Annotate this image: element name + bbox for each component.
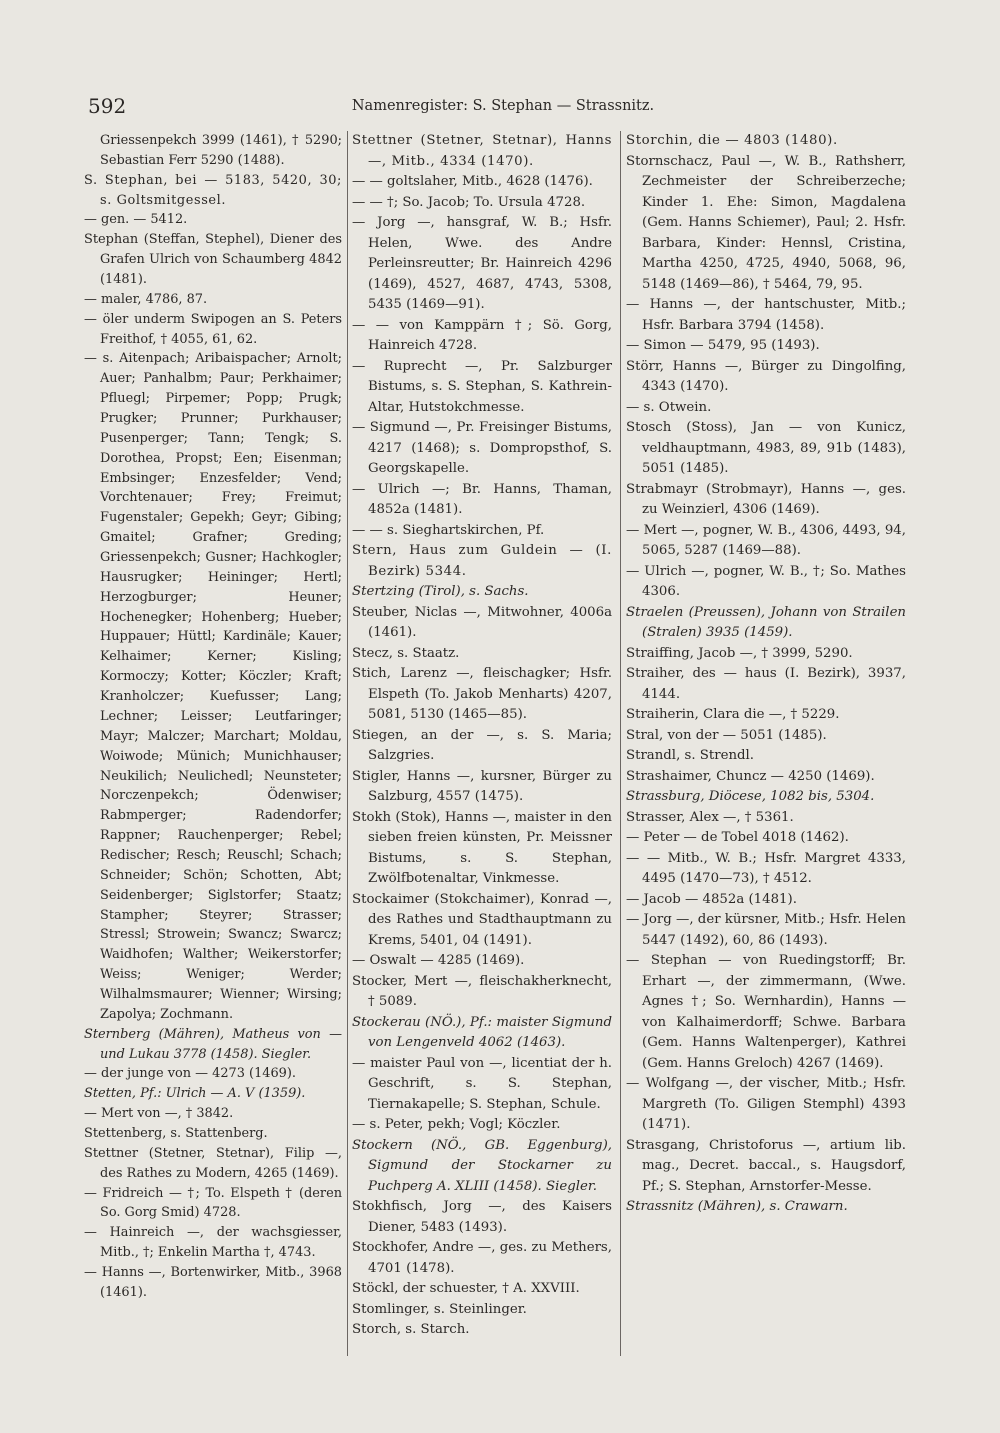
- register-entry: Stigler, Hanns —, kursner, Bürger zu Salzburg, 4557 (1475).: [352, 768, 617, 804]
- register-entry: Stockaimer (Stokchaimer), Konrad —, des Rathes und Stadthauptmann zu Krems, 5401, 04 (1491).: [352, 891, 617, 948]
- register-entry: — — Mitb., W. B.; Hsfr. Margret 4333, 4495 (1470—73), † 4512.: [626, 850, 911, 886]
- register-entry: — — von Kamppärn †; Sö. Gorg, Hainreich 4728.: [352, 317, 617, 353]
- register-entry: — Hanns —, Bortenwirker, Mitb., 3968 (1461).: [84, 1264, 347, 1300]
- register-entry: Straiher, des — haus (I. Bezirk), 3937, 4144.: [626, 666, 911, 702]
- register-entry: Stöckl, der schuester, † A. XXVIII.: [352, 1281, 580, 1296]
- register-entry: Stecz, s. Staatz.: [352, 645, 460, 661]
- register-entry: Stocker, Mert —, fleischakherknecht, † 5089.: [352, 973, 617, 1009]
- register-entry: Störr, Hanns —, Bürger zu Dingolfing, 4343 (1470).: [626, 358, 911, 394]
- column-1: [84, 131, 347, 1303]
- register-entry: Storch, s. Starch.: [352, 1322, 470, 1337]
- register-entry: — Jorg —, der kürsner, Mitb.; Hsfr. Helen 5447 (1492), 60, 86 (1493).: [626, 912, 911, 948]
- register-entry: — s. Otwein.: [626, 399, 712, 415]
- register-entry: — Peter — de Tobel 4018 (1462).: [626, 830, 849, 845]
- register-entry: Stokhfisch, Jorg —, des Kaisers Diener, 5483 (1493).: [352, 1199, 617, 1235]
- register-entry: — s. Peter, pekh; Vogl; Köczler.: [352, 1117, 561, 1132]
- register-entry: — Oswalt — 4285 (1469).: [352, 953, 525, 968]
- register-entry: — Hanns —, der hantschuster, Mitb.; Hsfr. Barbara 3794 (1458).: [626, 297, 911, 333]
- register-entry: — Hainreich —, der wachsgiesser, Mitb., †; Enkelin Martha †, 4743.: [84, 1225, 347, 1261]
- register-entry: Stettner (Stetner, Stetnar), Hanns —, Mitb., 4334 (1470).: [352, 133, 617, 169]
- register-entry: — Sigmund —, Pr. Freisinger Bistums, 4217 (1468); s. Dompropsthof, S. Georgskapelle.: [352, 420, 617, 476]
- register-entry: — maler, 4786, 87.: [84, 291, 208, 307]
- register-entry: — Mert von —, † 3842.: [84, 1106, 234, 1122]
- register-entry: Straiffing, Jacob —, † 3999, 5290.: [626, 645, 853, 661]
- register-entry: — Jorg —, hansgraf, W. B.; Hsfr. Helen, Wwe. des Andre Perleinsreutter; Br. Hainreich 4296 (1469), 4527, 4687, 4743, 5308, 5435 (1469—91).: [352, 215, 617, 312]
- register-entry: Straiherin, Clara die —, † 5229.: [626, 707, 840, 722]
- column-divider: [620, 131, 621, 1356]
- register-entry: Stosch (Stoss), Jan — von Kunicz, veldhauptmann, 4983, 89, 91b (1483), 5051 (1485).: [626, 420, 911, 476]
- register-entry: — gen. — 5412.: [84, 212, 188, 228]
- register-entry: — öler underm Swipogen an S. Peters Freithof, † 4055, 61, 62.: [84, 311, 347, 347]
- register-entry: Strasgang, Christoforus —, artium lib. mag., Decret. baccal., s. Haugsdorf, Pf.; S. Stephan, Arnstorfer-Messe.: [626, 1137, 911, 1194]
- register-entry: — Wolfgang —, der vischer, Mitb.; Hsfr. Margreth (To. Giligen Stemphl) 4393 (1471).: [626, 1076, 911, 1132]
- register-entry: Stertzing (Tirol), s. Sachs.: [352, 584, 529, 599]
- column-3: [626, 131, 911, 1218]
- register-entry: — Ruprecht —, Pr. Salzburger Bistums, s. S. Stephan, S. Kathrein-Altar, Hutstokchmesse.: [352, 358, 617, 415]
- column-divider: [347, 131, 348, 1356]
- register-entry: Stockhofer, Andre —, ges. zu Methers, 4701 (1478).: [352, 1240, 617, 1276]
- register-entry: Strandl, s. Strendl.: [626, 748, 755, 763]
- column-2: [352, 131, 617, 1341]
- register-columns: [84, 131, 920, 1361]
- register-entry: Stettenberg, s. Stattenberg.: [84, 1125, 268, 1141]
- register-entry: — Jacob — 4852a (1481).: [626, 891, 797, 907]
- register-entry: Stettner (Stetner, Stetnar), Filip —, des Rathes zu Modern, 4265 (1469).: [84, 1145, 347, 1181]
- page-number: 592: [88, 94, 127, 118]
- register-entry: — Simon — 5479, 95 (1493).: [626, 338, 820, 353]
- register-entry: Stomlinger, s. Steinlinger.: [352, 1301, 527, 1317]
- register-entry: Strassnitz (Mähren), s. Crawarn.: [626, 1199, 848, 1214]
- register-entry: — — s. Sieghartskirchen, Pf.: [352, 522, 545, 538]
- register-entry: Stich, Larenz —, fleischagker; Hsfr. Elspeth (To. Jakob Menharts) 4207, 5081, 5130 (1465—85).: [352, 666, 617, 722]
- register-entry: Stetten, Pf.: Ulrich — A. V (1359).: [84, 1086, 306, 1102]
- register-entry: Stiegen, an der —, s. S. Maria; Salzgries.: [352, 727, 617, 763]
- register-entry: Stockerau (NÖ.), Pf.: maister Sigmund von Lengenveld 4062 (1463).: [352, 1014, 617, 1050]
- register-entry: Steuber, Niclas —, Mitwohner, 4006a (1461).: [352, 604, 617, 640]
- register-entry: — Fridreich — †; To. Elspeth † (deren So. Gorg Smid) 4728.: [84, 1185, 347, 1221]
- page-header: [88, 94, 918, 124]
- register-entry: — — †; So. Jacob; To. Ursula 4728.: [352, 194, 586, 210]
- register-entry: S. Stephan, bei — 5183, 5420, 30; s. Goltsmitgessel.: [84, 172, 347, 208]
- register-entry: Strashaimer, Chuncz — 4250 (1469).: [626, 768, 875, 784]
- register-entry: — Ulrich —, pogner, W. B., †; So. Mathes 4306.: [626, 563, 911, 599]
- register-entry: Storchin, die — 4803 (1480).: [626, 133, 838, 148]
- register-entry: — Ulrich —; Br. Hanns, Thaman, 4852a (1481).: [352, 481, 617, 517]
- register-entry: — — goltslaher, Mitb., 4628 (1476).: [352, 174, 593, 189]
- register-entry: — maister Paul von —, licentiat der h. Geschrift, s. S. Stephan, Tiernakapelle; S. Stephan, Schule.: [352, 1055, 617, 1112]
- register-entry: Stornschacz, Paul —, W. B., Rathsherr, Zechmeister der Schreiberzeche; Kinder 1. Ehe: Simon, Magdalena (Gem. Hanns Schiemer), Paul; 2. Hsfr. Barbara, Kinder: Hennsl, Cristina, Martha 4250, 4725, 4940, 5068, 96, 5148 (1469—86), † 5464, 79, 95.: [626, 153, 911, 292]
- register-entry: Sternberg (Mähren), Matheus von — und Lukau 3778 (1458). Siegler.: [84, 1026, 347, 1062]
- register-entry: Stral, von der — 5051 (1485).: [626, 727, 827, 743]
- register-entry: Straelen (Preussen), Johann von Strailen (Stralen) 3935 (1459).: [626, 604, 911, 640]
- register-entry: Strassburg, Diöcese, 1082 bis, 5304.: [626, 789, 875, 804]
- register-entry: — Mert —, pogner, W. B., 4306, 4493, 94, 5065, 5287 (1469—88).: [626, 522, 911, 558]
- register-entry: Stephan (Steffan, Stephel), Diener des Grafen Ulrich von Schaumberg 4842 (1481).: [84, 232, 347, 288]
- register-entry: Stokh (Stok), Hanns —, maister in den sieben freien künsten, Pr. Meissner Bistums, s. S. Stephan, Zwölfbotenaltar, Vinkmesse.: [352, 809, 617, 886]
- register-entry: — Stephan — von Ruedingstorff; Br. Erhart —, der zimmermann, (Wwe. Agnes †; So. Wernhardin), Hanns — von Kalhaimerdorff; Schwe. Barbara (Gem. Hanns Waltenperger), Kathrei (Gem. Hanns Greloch) 4267 (1469).: [626, 953, 911, 1071]
- register-entry: Strasser, Alex —, † 5361.: [626, 809, 794, 825]
- register-entry: — s. Aitenpach; Aribaispacher; Arnolt; Auer; Panhalbm; Paur; Perkhaimer; Pfluegl; Pirpemer; Popp; Prugk; Prugker; Prunner; Purkhauser; Pusenperger; Tann; Tengk; S. Dorothea, Propst; Een; Eisenman; Embsinger; Enzesfelder; Vend; Vorchtenauer; Frey; Freimut; Fugenstaler; Gepekh; Geyr; Gibing; Gmaitel; Grafner; Greding; Griessenpekch; Gusner; Hachkogler; Hausrugker; Heininger; Hertl; Herzogburger; Heuner; Hochenegker; Hohenberg; Hueber; Huppauer; Hüttl; Kardinäle; Kauer; Kelhaimer; Kerner; Kisling; Kormoczy; Kotter; Köczler; Kraft; Kranholczer; Kuefusser; Lang; Lechner; Leisser; Leutfaringer; Mayr; Malczer; Marchart; Moldau, Woiwode; Münich; Munichhauser; Neukilich; Neulichedl; Neunsteter; Norczenpekch; Ödenwiser; Rabmperger; Radendorfer; Rappner; Rauchenperger; Rebel; Redischer; Resch; Reuschl; Schach; Schneider; Schön; Schotten, Abt; Seidenberger; Siglstorfer; Staatz; Stampher; Steyrer; Strasser; Stressl; Strowein; Swancz; Swarcz; Waidhofen; Walther; Weikerstorfer; Weiss; Weniger; Werder; Wilhalmsmaurer; Wienner; Wirsing; Zapolya; Zochmann.: [84, 351, 347, 1022]
- register-entry: — der junge von — 4273 (1469).: [84, 1066, 297, 1082]
- register-entry: Stockern (NÖ., GB. Eggenburg), Sigmund der Stockarner zu Puchperg A. XLIII (1458). Siegler.: [352, 1137, 617, 1194]
- register-entry: Strabmayr (Strobmayr), Hanns —, ges. zu Weinzierl, 4306 (1469).: [626, 481, 911, 517]
- register-entry: Stern, Haus zum Guldein — (I. Bezirk) 5344.: [352, 543, 617, 579]
- running-title: Namenregister: S. Stephan — Strassnitz.: [351, 98, 655, 114]
- register-entry: Griessenpekch 3999 (1461), † 5290; Sebastian Ferr 5290 (1488).: [100, 133, 347, 168]
